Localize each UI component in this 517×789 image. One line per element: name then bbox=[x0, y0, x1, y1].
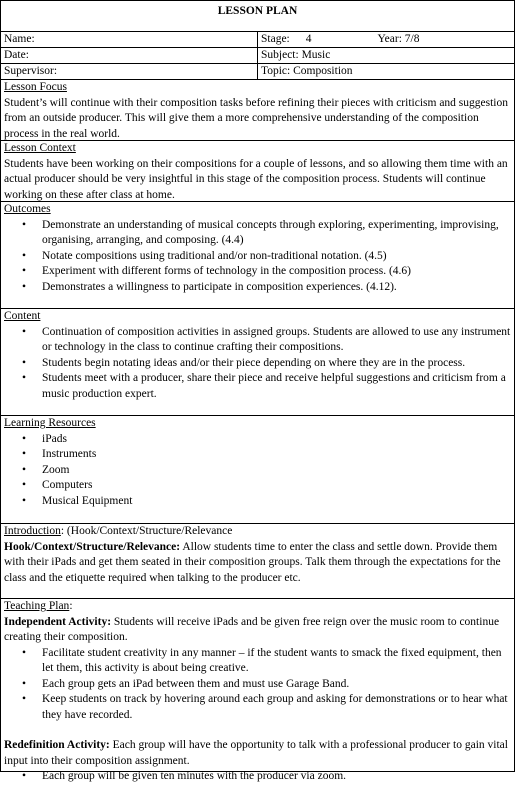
list-item: • Computers bbox=[42, 478, 511, 494]
section-introduction bbox=[1, 524, 514, 599]
list-item: • Each group gets an iPad between them and must use Garage Band. bbox=[42, 677, 511, 693]
list-item: • Continuation of composition activities in assigned groups. Students are allowed to use any instrument or technology in the class to continue crafting their compositions. bbox=[42, 325, 511, 356]
list-item: • Notate compositions using traditional and/or non-traditional notation. (4.5) bbox=[42, 249, 511, 265]
lesson-focus-text: Student’s will continue with their composition tasks before refining their pieces with criticism and suggestion from an outside producer. This will give them a more comprehensive understanding of the composition process in the real world. bbox=[4, 96, 508, 140]
redefinition-activity-list bbox=[4, 769, 511, 785]
content-list bbox=[4, 325, 511, 403]
outcomes-list bbox=[4, 218, 511, 296]
resources-list bbox=[4, 432, 511, 510]
list-item: • Students meet with a producer, share their piece and receive helpful suggestions and criticism from a music production expert. bbox=[42, 371, 511, 402]
section-content bbox=[1, 309, 514, 416]
redefinition-activity-body: Each group will have the opportunity to talk with a professional producer to gain vital input into their composition assignment. bbox=[4, 739, 508, 767]
introduction-heading-line bbox=[4, 524, 511, 540]
list-item: • Each group will be given ten minutes with the producer via zoom. bbox=[42, 769, 511, 785]
list-item: • iPads bbox=[42, 432, 511, 448]
independent-activity-body: Students will receive iPads and be given free reign over the music room to continue creating their composition. bbox=[4, 615, 500, 643]
row-name-stage bbox=[1, 32, 514, 48]
introduction-text bbox=[4, 540, 511, 587]
introduction-heading: Introduction bbox=[4, 525, 61, 537]
name-label: Name: bbox=[1, 32, 258, 47]
section-lesson-focus bbox=[1, 80, 514, 141]
independent-activity-list bbox=[4, 646, 511, 724]
list-item: • Instruments bbox=[42, 447, 511, 463]
introduction-heading-suffix: : (Hook/Context/Structure/Relevance bbox=[60, 525, 233, 537]
list-item: • Zoom bbox=[42, 463, 511, 479]
list-item: • Musical Equipment bbox=[42, 494, 511, 510]
date-label: Date: bbox=[1, 48, 258, 63]
supervisor-label: Supervisor: bbox=[1, 64, 258, 79]
list-item: • Demonstrate an understanding of musical concepts through exploring, experimenting, improvising, organising, arranging, and composing. (4.4) bbox=[42, 218, 511, 249]
document-title: LESSON PLAN bbox=[1, 1, 514, 32]
stage-year-cell bbox=[258, 32, 514, 47]
hook-label: Hook/Context/Structure/Relevance: bbox=[4, 540, 181, 553]
redefinition-activity-text bbox=[4, 738, 511, 769]
row-supervisor-topic bbox=[1, 64, 514, 80]
learning-resources-heading: Learning Resources bbox=[4, 417, 96, 429]
list-item: • Facilitate student creativity in any manner – if the student wants to smack the fixed equipment, then let them, this activity is about being creative. bbox=[42, 646, 511, 677]
lesson-context-heading: Lesson Context bbox=[4, 142, 76, 154]
section-teaching-plan bbox=[1, 599, 514, 789]
section-lesson-context bbox=[1, 141, 514, 202]
teaching-plan-heading-suffix: : bbox=[69, 600, 73, 612]
year-label: Year: 7/8 bbox=[377, 33, 420, 45]
list-item: • Experiment with different forms of technology in the composition process. (4.6) bbox=[42, 264, 511, 280]
list-item: • Students begin notating ideas and/or their piece depending on where they are in the process. bbox=[42, 356, 511, 372]
outcomes-heading: Outcomes bbox=[4, 203, 51, 215]
redefinition-activity-label: Redefinition Activity: bbox=[4, 739, 110, 751]
independent-activity-label: Independent Activity: bbox=[4, 615, 112, 628]
row-date-subject bbox=[1, 48, 514, 64]
lesson-context-text: Students have been working on their compositions for a couple of lessons, and so allowing them time with an actual producer should be very insightful in this stage of the composition process. Students will continue working on these after class at home. bbox=[4, 157, 508, 201]
list-item: • Demonstrates a willingness to participate in composition experiences. (4.12). bbox=[42, 280, 511, 296]
stage-value: 4 bbox=[305, 33, 312, 45]
section-outcomes bbox=[1, 202, 514, 309]
independent-activity-text bbox=[4, 615, 511, 646]
content-heading: Content bbox=[4, 310, 41, 322]
stage-label: Stage: bbox=[261, 33, 290, 45]
list-item: • Keep students on track by hovering around each group and asking for demonstrations or to hear what they have recorded. bbox=[42, 692, 511, 723]
teaching-plan-heading: Teaching Plan bbox=[4, 600, 70, 612]
lesson-focus-heading: Lesson Focus bbox=[4, 81, 67, 93]
teaching-plan-heading-line bbox=[4, 599, 511, 615]
section-learning-resources bbox=[1, 416, 514, 524]
topic-label: Topic: Composition bbox=[261, 65, 353, 77]
subject-label: Subject: Music bbox=[261, 49, 331, 61]
hook-text: Allow students time to enter the class and settle down. Provide them with their iPads and get them seated in their composition groups. Talk them through the expectations for the class and the etiquette required when talking to the producer etc. bbox=[4, 540, 501, 584]
